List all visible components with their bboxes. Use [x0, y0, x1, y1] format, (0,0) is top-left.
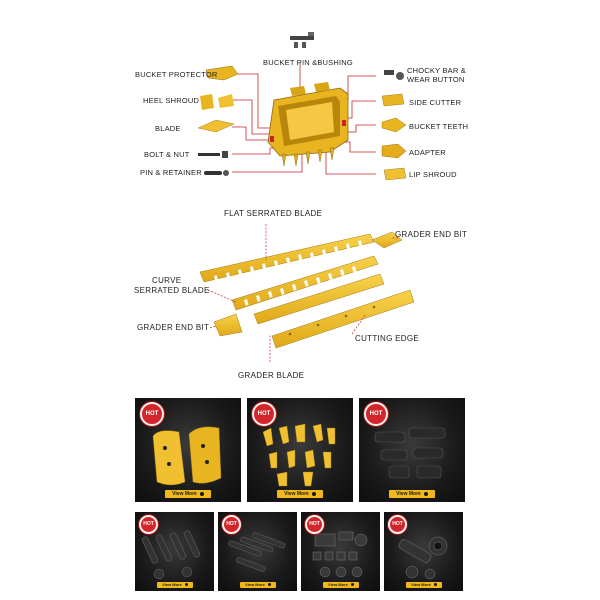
product-card-bushings[interactable] — [384, 512, 463, 591]
view-more-label: View More — [396, 491, 421, 497]
view-more-label: View More — [245, 582, 265, 587]
product-card-bolts[interactable] — [218, 512, 297, 591]
blade-image — [196, 118, 236, 134]
label-grader-end-bit-left: GRADER END BIT — [137, 323, 210, 332]
product-card-grader-end-bits[interactable] — [135, 398, 241, 502]
label-blade: BLADE — [155, 124, 181, 133]
chocky-bar-image — [382, 68, 408, 82]
bucket-teeth-image — [380, 116, 408, 134]
hot-badge: HOT — [222, 515, 241, 534]
view-more-button[interactable] — [389, 490, 435, 498]
hot-badge: HOT — [140, 402, 164, 426]
bolt-nut-image — [196, 150, 232, 160]
grader-illustration — [0, 210, 600, 380]
hot-badge: HOT — [388, 515, 407, 534]
view-more-label: View More — [411, 582, 431, 587]
adapter-image — [380, 142, 408, 160]
label-flat-serrated-blade: FLAT SERRATED BLADE — [224, 209, 323, 218]
label-curve: CURVE — [152, 276, 182, 285]
view-more-button[interactable] — [165, 490, 211, 498]
view-more-label: View More — [162, 582, 182, 587]
hot-badge: HOT — [364, 402, 388, 426]
product-card-track-bolts[interactable] — [359, 398, 465, 502]
label-grader-blade: GRADER BLADE — [238, 371, 305, 380]
view-more-button[interactable] — [406, 582, 442, 588]
label-grader-end-bit-right: GRADER END BIT — [395, 230, 468, 239]
label-adapter: ADAPTER — [409, 148, 446, 157]
label-bucket-teeth: BUCKET TEETH — [409, 122, 469, 131]
product-card-hardware-set[interactable] — [301, 512, 380, 591]
product-card-pins[interactable] — [135, 512, 214, 591]
label-bucket-pin: BUCKET PIN &BUSHING — [263, 58, 353, 67]
hot-badge: HOT — [139, 515, 158, 534]
label-lip-shroud: LIP SHROUD — [409, 170, 457, 179]
view-more-label: View More — [328, 582, 348, 587]
view-more-button[interactable] — [240, 582, 276, 588]
view-more-label: View More — [172, 491, 197, 497]
hot-badge: HOT — [252, 402, 276, 426]
product-card-bucket-teeth[interactable] — [247, 398, 353, 502]
hot-badge: HOT — [305, 515, 324, 534]
lip-shroud-image — [382, 166, 408, 182]
side-cutter-image — [380, 92, 406, 108]
view-more-button[interactable] — [277, 490, 323, 498]
view-more-button[interactable] — [157, 582, 193, 588]
label-serrated-blade: SERRATED BLADE — [134, 286, 210, 295]
pin-retainer-image — [202, 168, 232, 178]
label-bucket-protector: BUCKET PROTECTOR — [135, 70, 218, 79]
label-side-cutter: SIDE CUTTER — [409, 98, 462, 107]
label-bolt-nut: BOLT & NUT — [144, 150, 190, 159]
label-pin-retainer: PIN & RETAINER — [140, 168, 202, 177]
excavator-bucket-image — [256, 80, 366, 170]
label-chocky-bar: CHOCKY BAR & — [407, 66, 466, 75]
heel-shroud-image — [198, 92, 238, 112]
view-more-label: View More — [284, 491, 309, 497]
label-heel-shroud: HEEL SHROUD — [143, 96, 200, 105]
view-more-button[interactable] — [323, 582, 359, 588]
bucket-pin-image — [288, 30, 318, 50]
label-cutting-edge: CUTTING EDGE — [355, 334, 420, 343]
label-wear-button: WEAR BUTTON — [407, 75, 465, 84]
